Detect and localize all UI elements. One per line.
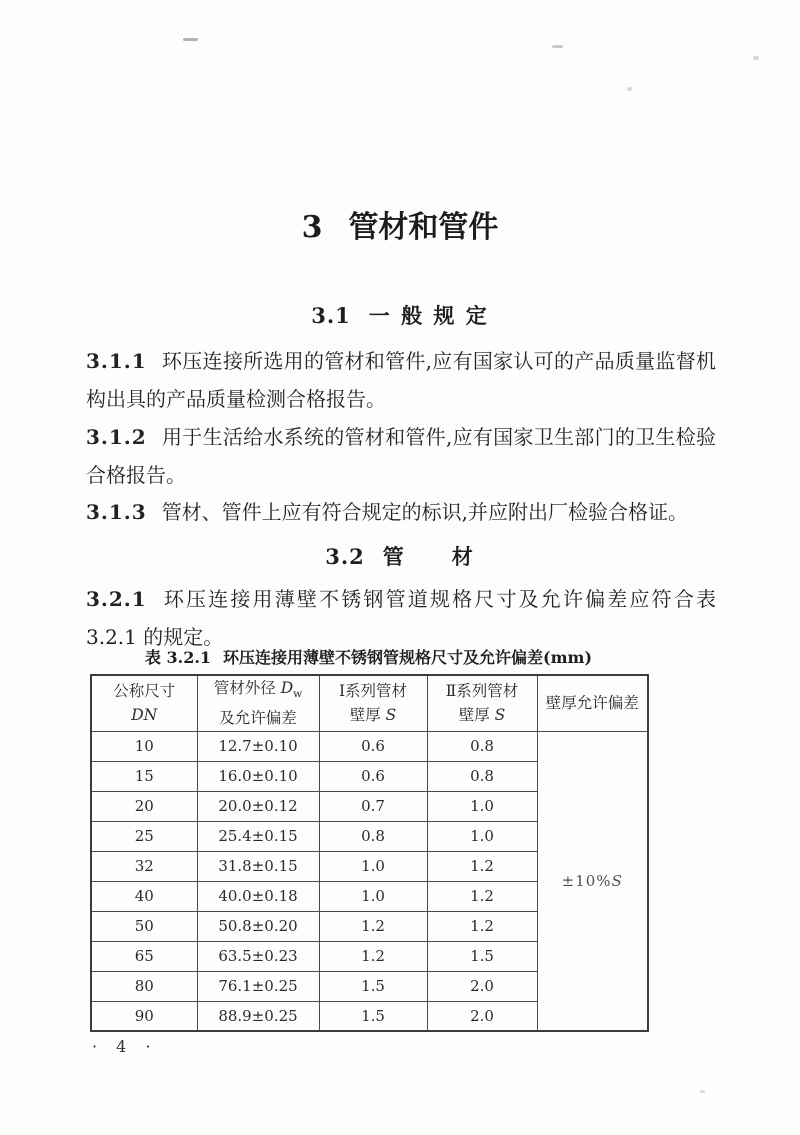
series1-thickness-cell: 1.0 (319, 851, 427, 881)
col-header-thickness-tolerance: 壁厚允许偏差 (537, 675, 648, 731)
series1-thickness-cell: 1.5 (319, 1001, 427, 1031)
series2-thickness-cell: 1.2 (427, 881, 537, 911)
clause-3-1-2 (86, 418, 716, 494)
scan-speck (753, 56, 759, 60)
series2-thickness-cell: 1.5 (427, 941, 537, 971)
outer-diameter-cell: 50.8±0.20 (197, 911, 319, 941)
series2-thickness-cell: 0.8 (427, 731, 537, 761)
nominal-size-cell: 15 (91, 761, 197, 791)
nominal-size-cell: 90 (91, 1001, 197, 1031)
page-number: · 4 · (92, 1037, 158, 1056)
table-caption (90, 645, 647, 668)
section-number: 3.2 (325, 544, 365, 569)
clause-text: 用于生活给水系统的管材和管件,应有国家卫生部门的卫生检验合格报告。 (86, 425, 716, 487)
series2-thickness-cell: 1.2 (427, 911, 537, 941)
table-row (91, 731, 648, 761)
scan-speck (183, 38, 198, 41)
scan-speck (700, 1090, 705, 1093)
col-header-series2-thickness: Ⅱ系列管材 壁厚 S (427, 675, 537, 731)
wall-tolerance-cell: ±10%S (537, 731, 648, 1031)
col-header-series1-thickness: Ⅰ系列管材 壁厚 S (319, 675, 427, 731)
outer-diameter-cell: 16.0±0.10 (197, 761, 319, 791)
series1-thickness-cell: 1.0 (319, 881, 427, 911)
outer-diameter-cell: 12.7±0.10 (197, 731, 319, 761)
series1-thickness-cell: 0.6 (319, 761, 427, 791)
section-number: 3.1 (311, 303, 351, 328)
series1-thickness-cell: 1.2 (319, 911, 427, 941)
nominal-size-cell: 10 (91, 731, 197, 761)
outer-diameter-cell: 88.9±0.25 (197, 1001, 319, 1031)
clause-text: 环压连接所选用的管材和管件,应有国家认可的产品质量监督机构出具的产品质量检测合格报告。 (86, 349, 716, 411)
section-title-text: 管 材 (382, 544, 475, 569)
series2-thickness-cell: 2.0 (427, 971, 537, 1001)
table-body (91, 731, 648, 1031)
scan-speck (552, 45, 563, 48)
outer-diameter-cell: 40.0±0.18 (197, 881, 319, 911)
chapter-title (0, 202, 800, 246)
nominal-size-cell: 40 (91, 881, 197, 911)
series1-thickness-cell: 0.6 (319, 731, 427, 761)
table-caption-text: 环压连接用薄壁不锈钢管规格尺寸及允许偏差(mm) (223, 648, 593, 667)
outer-diameter-cell: 20.0±0.12 (197, 791, 319, 821)
nominal-size-cell: 50 (91, 911, 197, 941)
clause-text: 环压连接用薄壁不锈钢管道规格尺寸及允许偏差应符合表 3.2.1 的规定。 (86, 587, 716, 649)
chapter-number: 3 (301, 210, 323, 245)
nominal-size-cell: 80 (91, 971, 197, 1001)
clause-number: 3.2.1 (86, 587, 147, 611)
section-heading-3-1 (0, 300, 800, 330)
series1-thickness-cell: 0.8 (319, 821, 427, 851)
clause-3-1-1 (86, 342, 716, 418)
chapter-title-text: 管材和管件 (348, 210, 499, 245)
outer-diameter-cell: 31.8±0.15 (197, 851, 319, 881)
outer-diameter-cell: 25.4±0.15 (197, 821, 319, 851)
series1-thickness-cell: 1.5 (319, 971, 427, 1001)
section-title-text: 一 般 规 定 (368, 303, 489, 328)
nominal-size-cell: 25 (91, 821, 197, 851)
nominal-size-cell: 20 (91, 791, 197, 821)
series2-thickness-cell: 2.0 (427, 1001, 537, 1031)
clause-text: 管材、管件上应有符合规定的标识,并应附出厂检验合格证。 (161, 500, 689, 524)
outer-diameter-cell: 76.1±0.25 (197, 971, 319, 1001)
scan-speck (627, 87, 632, 91)
series2-thickness-cell: 1.0 (427, 791, 537, 821)
section-heading-3-2 (0, 541, 800, 571)
series2-thickness-cell: 1.2 (427, 851, 537, 881)
series1-thickness-cell: 1.2 (319, 941, 427, 971)
clause-3-1-3 (86, 493, 716, 531)
series1-thickness-cell: 0.7 (319, 791, 427, 821)
spec-table (90, 674, 649, 1032)
col-header-nominal-size: 公称尺寸 DN (91, 675, 197, 731)
series2-thickness-cell: 1.0 (427, 821, 537, 851)
outer-diameter-cell: 63.5±0.23 (197, 941, 319, 971)
series2-thickness-cell: 0.8 (427, 761, 537, 791)
nominal-size-cell: 65 (91, 941, 197, 971)
clause-number: 3.1.2 (86, 425, 147, 449)
clause-number: 3.1.1 (86, 349, 147, 373)
table-caption-label: 表 3.2.1 (144, 648, 212, 667)
clause-number: 3.1.3 (86, 500, 147, 524)
col-header-outer-diameter: 管材外径 $D_w$ 及允许偏差 (197, 675, 319, 731)
nominal-size-cell: 32 (91, 851, 197, 881)
spec-table-header (91, 675, 648, 731)
